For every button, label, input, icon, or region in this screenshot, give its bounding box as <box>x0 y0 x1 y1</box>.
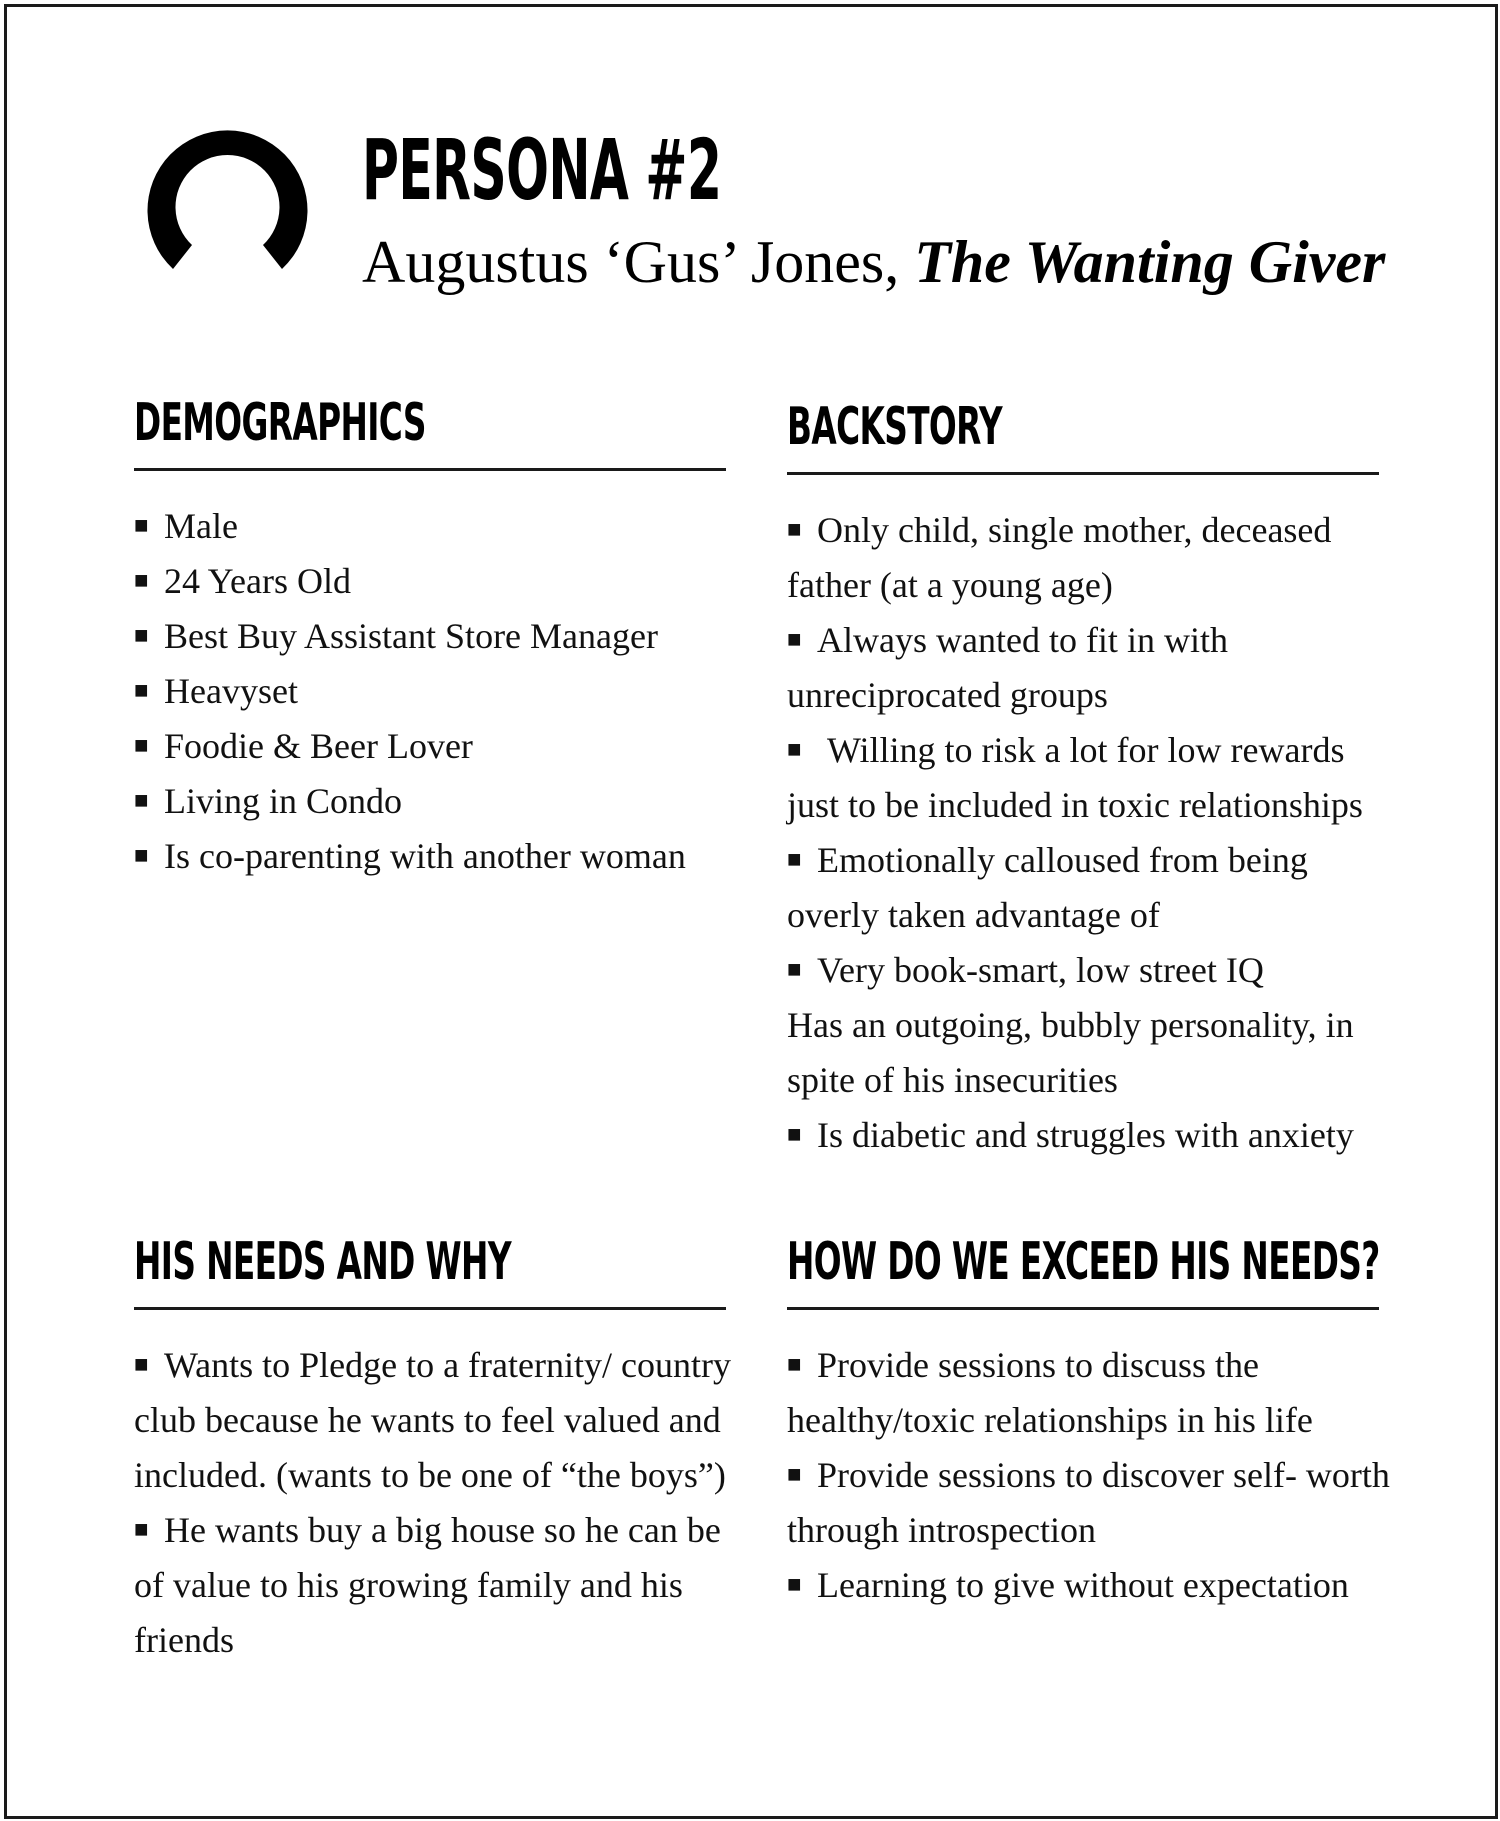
bullet-icon: ■ <box>787 1122 802 1148</box>
bullet-icon: ■ <box>134 513 149 539</box>
bullet-icon: ■ <box>787 517 802 543</box>
bullet-icon: ■ <box>134 1517 149 1543</box>
section-divider <box>134 1307 726 1310</box>
list-item: ■ Provide sessions to discover self- worth through introspection <box>787 1448 1427 1558</box>
list-item: ■ Only child, single mother, deceased father (at a young age) <box>787 503 1387 613</box>
page-title: PERSONA #2 <box>362 121 722 219</box>
list-item: Has an outgoing, bubbly personality, in spite of his insecurities <box>787 1005 1354 1100</box>
list-item: ■ He wants buy a big house so he can be of value to his growing family and his friends <box>134 1503 734 1668</box>
bullet-icon: ■ <box>134 678 149 704</box>
exceed-heading: HOW DO WE EXCEED HIS NEEDS? <box>787 1232 1380 1292</box>
bullet-icon: ■ <box>134 733 149 759</box>
list-item: ■ Is co-parenting with another woman <box>134 829 734 884</box>
demographics-section <box>134 383 734 884</box>
list-item: ■ Living in Condo <box>134 774 734 829</box>
list-item: ■ Wants to Pledge to a fraternity/ country club because he wants to feel valued and included. (wants to be one of “the boys”) <box>134 1338 734 1503</box>
backstory-heading: BACKSTORY <box>787 397 1003 457</box>
list-item: ■ Always wanted to fit in with unreciprocated groups <box>787 613 1387 723</box>
section-divider <box>787 1307 1379 1310</box>
needs-section <box>134 1222 734 1668</box>
list-item: ■ Provide sessions to discuss the healthy/toxic relationships in his life <box>787 1338 1427 1448</box>
bullet-icon: ■ <box>134 788 149 814</box>
needs-list <box>134 1338 734 1668</box>
bullet-icon: ■ <box>787 847 802 873</box>
list-item: ■ Best Buy Assistant Store Manager <box>134 609 734 664</box>
section-divider <box>787 472 1379 475</box>
list-item: ■ Is diabetic and struggles with anxiety <box>787 1108 1387 1163</box>
demographics-list <box>134 499 734 884</box>
bullet-icon: ■ <box>787 1572 802 1598</box>
bullet-icon: ■ <box>787 627 802 653</box>
bullet-icon: ■ <box>134 568 149 594</box>
bullet-icon: ■ <box>134 623 149 649</box>
bullet-icon: ■ <box>787 957 802 983</box>
section-divider <box>134 468 726 471</box>
list-item: ■ Foodie & Beer Lover <box>134 719 734 774</box>
persona-epithet: The Wanting Giver <box>914 229 1386 295</box>
list-item: ■ Heavyset <box>134 664 734 719</box>
bullet-icon: ■ <box>134 1352 149 1378</box>
backstory-list <box>787 503 1387 1163</box>
bullet-icon: ■ <box>787 1462 802 1488</box>
persona-ring-icon <box>135 112 320 297</box>
list-item: ■ 24 Years Old <box>134 554 734 609</box>
persona-subtitle <box>362 227 1385 297</box>
list-item: ■ Willing to risk a lot for low rewards just to be included in toxic relationships <box>787 723 1387 833</box>
bullet-icon: ■ <box>787 1352 802 1378</box>
backstory-section <box>787 387 1387 1163</box>
bullet-icon: ■ <box>134 843 149 869</box>
bullet-icon: ■ <box>787 737 802 763</box>
demographics-heading: DEMOGRAPHICS <box>134 393 426 453</box>
persona-card <box>4 4 1498 1819</box>
list-item: ■ Male <box>134 499 734 554</box>
exceed-list <box>787 1338 1427 1613</box>
exceed-section <box>787 1222 1427 1613</box>
list-item: ■ Very book-smart, low street IQ <box>787 943 1387 998</box>
list-item: ■ Emotionally calloused from being overly taken advantage of <box>787 833 1387 943</box>
needs-heading: HIS NEEDS AND WHY <box>134 1232 511 1292</box>
persona-name: Augustus ‘Gus’ Jones, <box>362 229 900 295</box>
list-item: ■ Learning to give without expectation <box>787 1558 1427 1613</box>
